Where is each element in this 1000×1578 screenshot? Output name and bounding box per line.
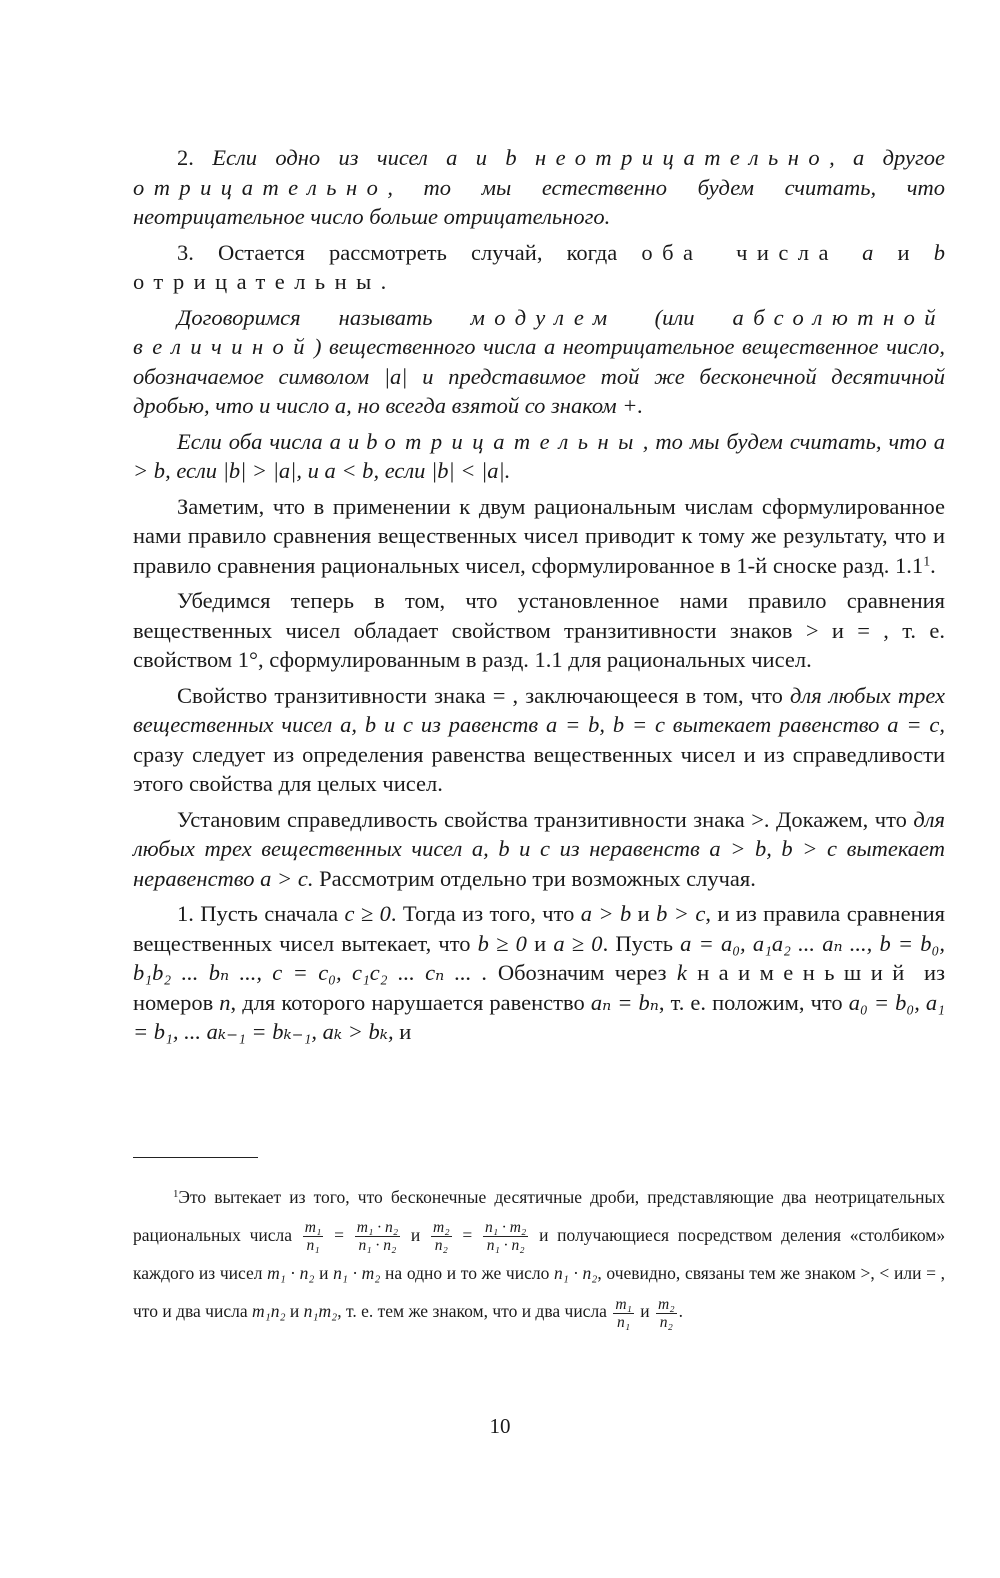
text-run: , если bbox=[165, 458, 223, 483]
math-expression: b ≥ 0 bbox=[477, 930, 527, 956]
text-run: = bbox=[462, 1225, 473, 1245]
footnote-ref[interactable]: 1 bbox=[923, 553, 931, 569]
math-expression: a > b bbox=[580, 901, 632, 926]
paragraph-case-2 bbox=[133, 143, 945, 232]
math-expression: a < b bbox=[324, 458, 374, 483]
text-run: 3. Остается рассмотреть случай, когда bbox=[177, 239, 642, 265]
fraction-denominator: n₂ bbox=[659, 1313, 673, 1331]
math-expression: a ≥ 0 bbox=[553, 930, 603, 956]
fraction-numerator: n₁ · m₂ bbox=[484, 1219, 527, 1237]
text-run: b bbox=[933, 239, 946, 265]
math-expression: m₁ · n₂ bbox=[267, 1263, 315, 1284]
fraction-denominator: n₁ · n₂ bbox=[486, 1237, 525, 1255]
text-run: Если оба числа bbox=[177, 428, 330, 454]
text-run: сразу следует из определения равенства вещественных чисел и из справедливости этого свойства для целых чисел. bbox=[133, 741, 945, 796]
text-run: b bbox=[505, 145, 517, 170]
math-expression: |b| < |a| bbox=[431, 458, 505, 483]
paragraph-modulus-definition bbox=[133, 303, 945, 421]
text-run: a bbox=[446, 145, 458, 170]
math-expression: b > c bbox=[656, 901, 706, 926]
text-run: для любых трех вещественных чисел a, b и c из равенств a = b, b = c вытекает равенство a = c, bbox=[133, 682, 945, 737]
text-run: . bbox=[678, 1301, 684, 1322]
text-run: , если bbox=[373, 458, 432, 483]
text-run: 1. Пусть сначала bbox=[177, 901, 345, 926]
math-expression: k bbox=[676, 960, 687, 985]
text-run: и bbox=[631, 901, 657, 926]
fraction bbox=[303, 1219, 324, 1254]
text-run: Убедимся теперь в том, что установленное нами правило сравнения вещественных чисел обладает свойством транзитивности знаков > и = , т. е. свойством 1°, сформулированным в разд. 1.1 для рациональных чисел. bbox=[133, 588, 945, 672]
fraction-denominator: n₁ · n₂ bbox=[358, 1237, 397, 1255]
text-run: 2. bbox=[177, 145, 213, 170]
math-expression: aₙ = bₙ bbox=[590, 989, 659, 1015]
spaced-term: абсолютной величиной bbox=[133, 304, 945, 359]
paragraph-case-3 bbox=[133, 238, 945, 297]
paragraph-case-1 bbox=[133, 899, 945, 1047]
text-run: и bbox=[393, 1019, 412, 1044]
math-expression: a₀ = b₀, a₁ = b₁, ... aₖ₋₁ = bₖ₋₁, aₖ > bₖ, bbox=[133, 989, 946, 1044]
paragraph-rational-remark bbox=[133, 492, 945, 581]
spaced-term: отрицательны bbox=[133, 269, 381, 294]
fraction bbox=[431, 1219, 452, 1254]
text-run: a bbox=[543, 334, 556, 359]
text-run: и представимое той же бесконечной десятичной дробью, что и число bbox=[133, 363, 945, 418]
text-run: Договоримся называть bbox=[177, 304, 471, 330]
fraction-denominator: n₂ bbox=[434, 1237, 448, 1255]
math-expression: c ≥ 0 bbox=[344, 901, 391, 926]
text-run: Если одно из чисел bbox=[212, 145, 447, 170]
text-run: неотрицательное вещественное число, обозначаемое символом bbox=[133, 334, 945, 389]
page-number: 10 bbox=[489, 1414, 511, 1438]
text-run: = bbox=[334, 1225, 345, 1245]
text-run: Свойство транзитивности знака = , заключающееся в том, что bbox=[177, 682, 790, 708]
math-expression: m₁n₂ bbox=[251, 1301, 286, 1322]
text-run: (или bbox=[616, 304, 733, 330]
fraction-numerator: m₁ bbox=[615, 1295, 632, 1313]
text-run: и bbox=[457, 145, 506, 170]
text-run: . bbox=[380, 269, 387, 294]
fraction bbox=[355, 1219, 400, 1254]
text-run: , очевидно, связаны тем же знаком >, < или = , что и два числа bbox=[133, 1263, 945, 1322]
spaced-term: оба числа bbox=[641, 239, 838, 265]
math-expression: n₁ · m₂ bbox=[333, 1263, 381, 1284]
text-run: из номеров bbox=[133, 960, 945, 1015]
math-expression: a = a₀, a₁a₂ ... aₙ ..., b = b₀, b₁b₂ ... bₙ ..., c = c₀, c₁c₂ ... cₙ ... . bbox=[133, 930, 945, 985]
text-run: . bbox=[930, 552, 936, 578]
math-expression: n bbox=[219, 989, 231, 1015]
main-text bbox=[133, 143, 945, 1049]
footnote-separator bbox=[133, 1157, 258, 1158]
fraction bbox=[483, 1219, 528, 1254]
text-run: и bbox=[410, 1225, 421, 1245]
paragraph-negative-rule bbox=[133, 427, 945, 486]
text-run: ) вещественного числа bbox=[313, 334, 544, 359]
math-expression: a > b bbox=[133, 428, 945, 483]
footnote-mark: 1 bbox=[173, 1188, 179, 1201]
text-run: , т. е. положим, что bbox=[658, 989, 849, 1015]
text-run: . bbox=[504, 458, 511, 483]
text-run: , для которого нарушается равенство bbox=[230, 989, 591, 1015]
text-run: b bbox=[366, 428, 378, 454]
spaced-term: отрицательны bbox=[384, 428, 643, 454]
fraction bbox=[656, 1296, 677, 1331]
text-run: и bbox=[340, 428, 367, 454]
text-run: Установим справедливость свойства транзитивности знака >. Докажем, что bbox=[177, 806, 914, 832]
paragraph-inequality-transitivity bbox=[133, 805, 945, 894]
text-run: Обозначим через bbox=[487, 960, 677, 985]
text-run bbox=[687, 960, 697, 985]
text-run: . Тогда из того, что bbox=[390, 901, 581, 926]
math-expression: |a| bbox=[383, 363, 408, 389]
paragraph-transitivity-intro bbox=[133, 586, 945, 675]
text-run: a bbox=[329, 428, 341, 454]
fraction-numerator: m₁ bbox=[304, 1219, 322, 1237]
text-run: и получающиеся посредством деления «столбиком» каждого из чисел bbox=[133, 1225, 946, 1284]
text-run: a bbox=[862, 239, 874, 265]
text-run: , но всегда взятой со знаком +. bbox=[346, 393, 644, 418]
math-expression: n₁m₂ bbox=[303, 1301, 338, 1322]
paragraph-equality-transitivity bbox=[133, 681, 945, 799]
spaced-term: модулем bbox=[470, 304, 617, 330]
spaced-term: неотрицательно bbox=[534, 145, 830, 170]
text-run: и bbox=[285, 1301, 304, 1322]
fraction bbox=[613, 1296, 634, 1331]
math-expression: |b| > |a| bbox=[222, 458, 297, 483]
text-run: Рассмотрим отдельно три возможных случая. bbox=[313, 865, 756, 891]
text-run: , и bbox=[296, 458, 325, 483]
fraction-numerator: m₂ bbox=[433, 1219, 450, 1237]
footnote bbox=[133, 1178, 945, 1331]
fraction-numerator: m₂ bbox=[658, 1295, 675, 1313]
text-run: Это вытекает из того, что бесконечные десятичные дроби, представляющие два неотрицательных рациональных числа bbox=[133, 1187, 945, 1245]
text-run: , т. е. тем же знаком, что и два числа bbox=[337, 1301, 607, 1322]
fraction-denominator: n₁ bbox=[617, 1313, 631, 1331]
text-run: Заметим, что в применении к двум рациональным числам сформулированное нами правило сравнения вещественных чисел приводит к тому же результату, что и правило сравнения рациональных чисел, сформулированное в 1-й сноске разд. 1.1 bbox=[133, 493, 945, 578]
text-run: , и из правила сравнения вещественных чисел вытекает, что bbox=[133, 901, 945, 956]
text-run: и bbox=[873, 239, 934, 265]
text-run: a bbox=[334, 393, 347, 418]
text-run: , а другое bbox=[829, 145, 945, 170]
text-run: на одно и то же число bbox=[380, 1263, 554, 1284]
footnote-text bbox=[133, 1178, 945, 1331]
text-run: , то мы будем считать, что bbox=[642, 428, 934, 454]
spaced-term: наименьший bbox=[697, 960, 914, 985]
text-run: и bbox=[526, 930, 554, 956]
fraction-numerator: m₁ · n₂ bbox=[356, 1219, 399, 1237]
text-run: , то мы естественно будем считать, что неотрицательное число больше отрицательного. bbox=[133, 174, 945, 229]
text-run: и bbox=[640, 1301, 650, 1322]
spaced-term: отрицательно bbox=[133, 174, 388, 200]
fraction-denominator: n₁ bbox=[306, 1237, 320, 1255]
math-expression: n₁ · n₂ bbox=[554, 1263, 598, 1284]
text-run: для любых трех вещественных чисел a, b и c из неравенств a > b, b > c вытекает неравенство a > c. bbox=[133, 806, 945, 891]
text-run: и bbox=[314, 1263, 334, 1284]
text-run: . Пусть bbox=[602, 930, 681, 956]
